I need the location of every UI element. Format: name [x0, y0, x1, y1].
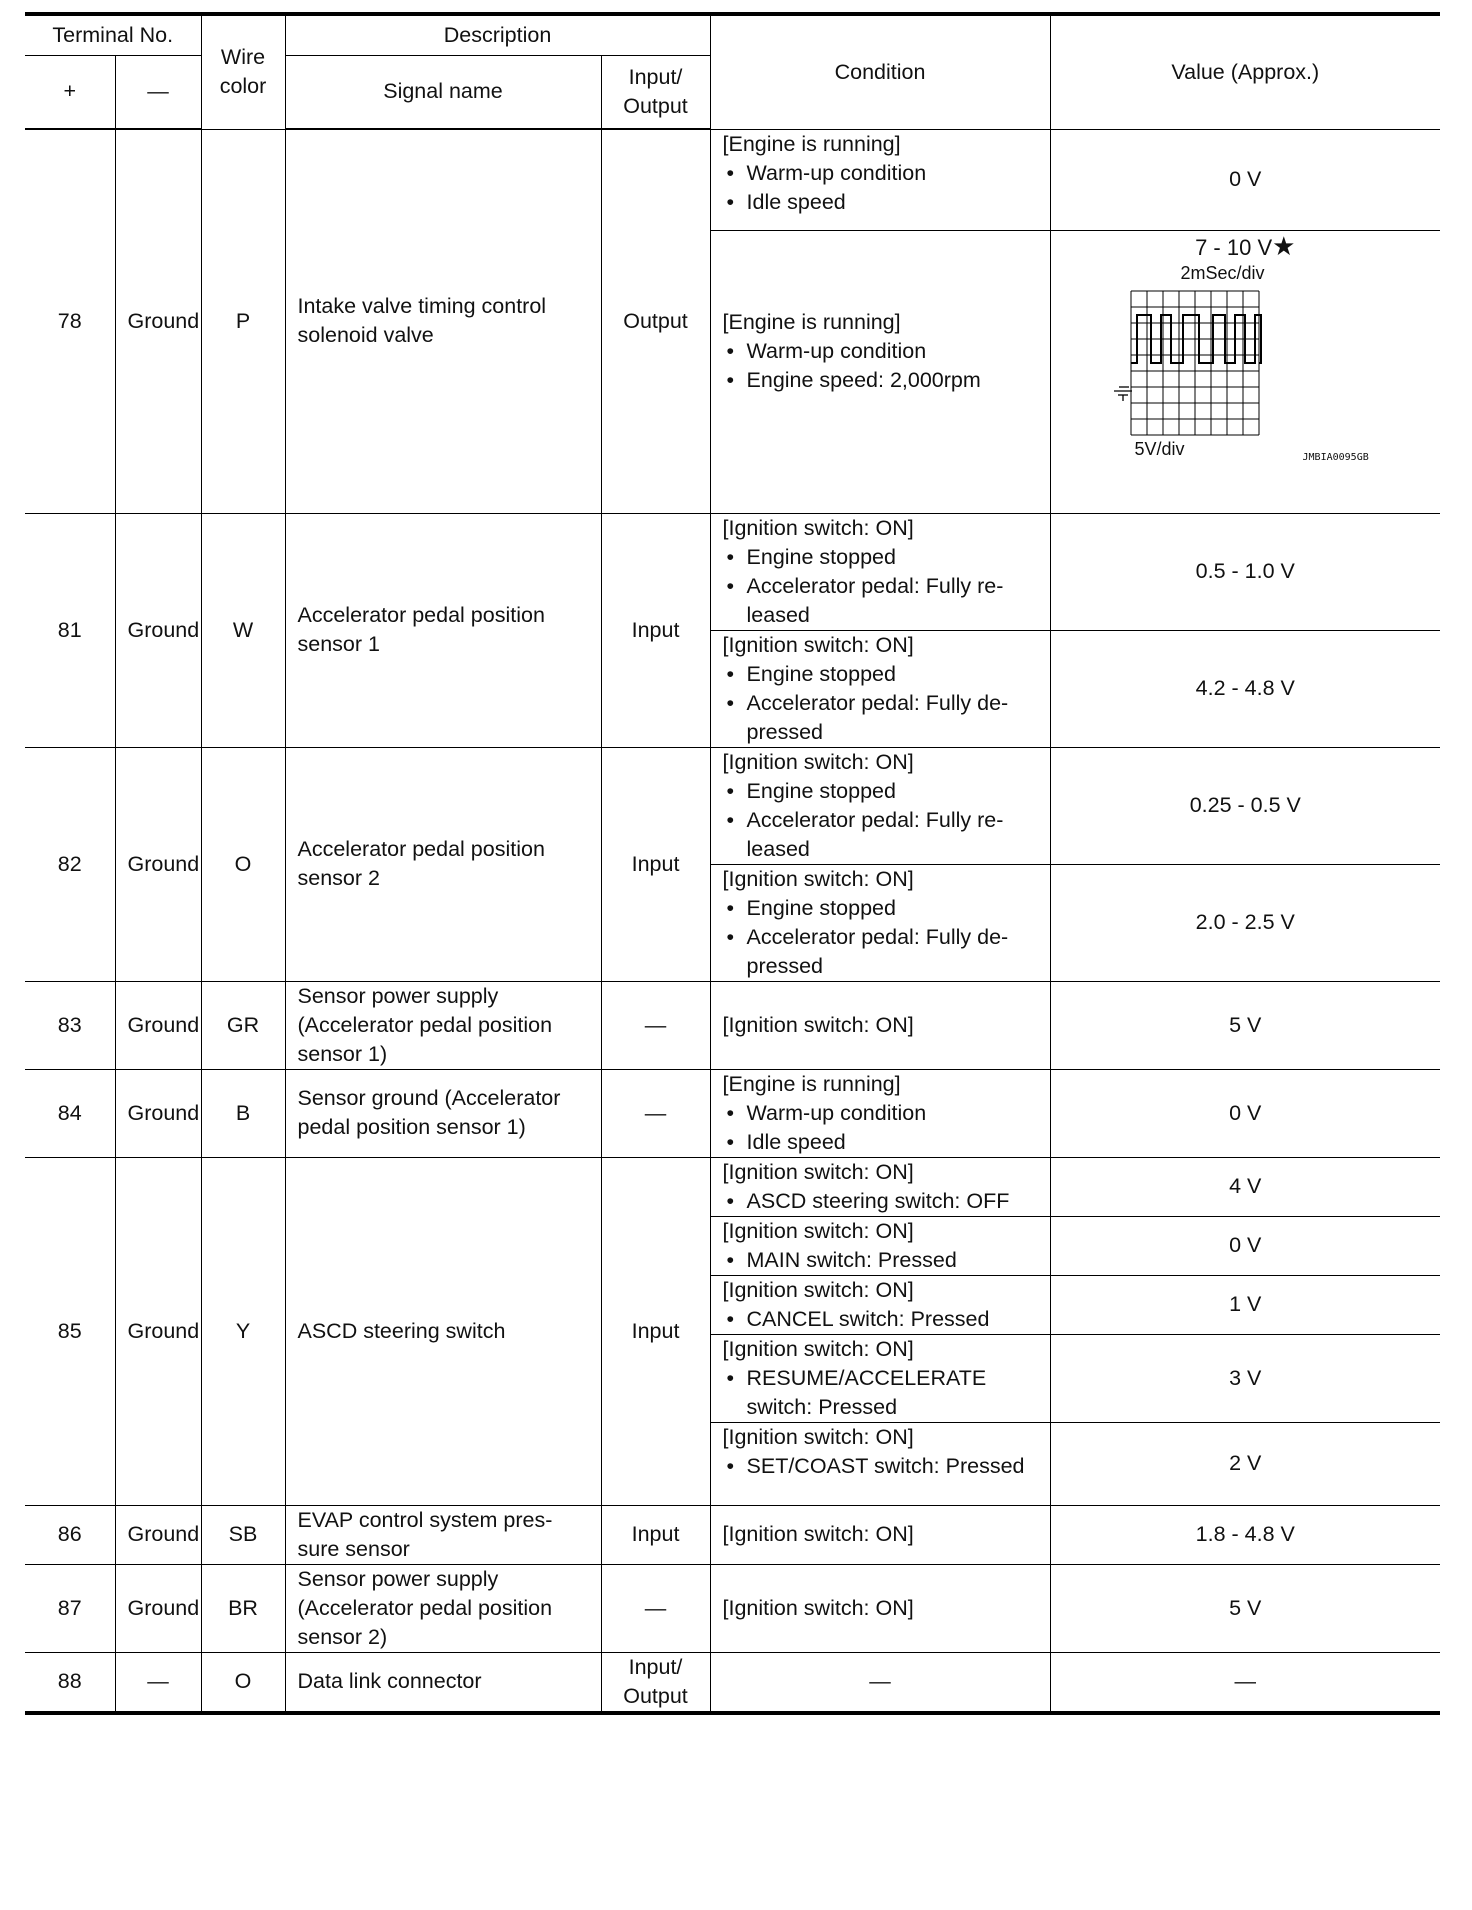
- condition: [Ignition switch: ON]: [710, 1505, 1050, 1564]
- terminal-plus: 78: [25, 129, 115, 513]
- input-output: Input: [601, 1157, 710, 1505]
- condition: [710, 1275, 1050, 1334]
- condition: [710, 513, 1050, 630]
- condition-head: [Ignition switch: ON]: [722, 515, 914, 540]
- condition-bullet: • Engine stopped: [723, 660, 1038, 689]
- condition-head: [Engine is running]: [722, 131, 901, 156]
- table-row: [25, 513, 1440, 630]
- condition-bullet: • MAIN switch: Pressed: [723, 1246, 1038, 1275]
- wire-color: SB: [201, 1505, 285, 1564]
- condition: [710, 864, 1050, 981]
- wire-color: GR: [201, 981, 285, 1069]
- condition: [710, 630, 1050, 747]
- time-div-label: 2mSec/div: [1180, 262, 1265, 283]
- header-wire-color: Wire color: [201, 14, 285, 129]
- waveform-graph: [1063, 263, 1441, 513]
- table-row: [25, 747, 1440, 864]
- condition: —: [710, 1652, 1050, 1713]
- header-terminal-no: Terminal No.: [25, 14, 201, 55]
- terminal-minus: Ground: [115, 129, 201, 513]
- wire-color: W: [201, 513, 285, 747]
- waveform-value: [1063, 231, 1429, 263]
- table-row: [25, 1505, 1440, 1564]
- value: 2 V: [1050, 1422, 1440, 1505]
- value: 0.25 - 0.5 V: [1050, 747, 1440, 864]
- signal-name: EVAP control system pres-sure sensor: [285, 1505, 601, 1564]
- signal-name: Data link connector: [285, 1652, 601, 1713]
- condition-bullet: • Accelerator pedal: Fully de-pressed: [723, 923, 1038, 981]
- table-row: [25, 1069, 1440, 1157]
- condition-bullet: • Warm-up condition: [723, 159, 1038, 188]
- condition-head: [Ignition switch: ON]: [722, 749, 914, 774]
- input-output: Input/ Output: [601, 1652, 710, 1713]
- condition-bullet: • Idle speed: [723, 188, 1038, 217]
- header-plus: +: [25, 55, 115, 129]
- condition-bullet: • Idle speed: [723, 1128, 1038, 1157]
- condition: [710, 1422, 1050, 1505]
- wire-color: BR: [201, 1564, 285, 1652]
- header-condition: Condition: [710, 14, 1050, 129]
- condition: [Ignition switch: ON]: [710, 981, 1050, 1069]
- condition-head: [Ignition switch: ON]: [722, 1159, 914, 1184]
- signal-name: Sensor ground (Accelerator pedal position sensor 1): [285, 1069, 601, 1157]
- condition-head: [Ignition switch: ON]: [722, 866, 914, 891]
- input-output: —: [601, 981, 710, 1069]
- condition-bullet: • Accelerator pedal: Fully re-leased: [723, 806, 1038, 864]
- value: 5 V: [1050, 1564, 1440, 1652]
- header-description: Description: [285, 14, 710, 55]
- table-row: [25, 1157, 1440, 1216]
- figure-code: JMBIA0095GB: [1302, 451, 1369, 463]
- wire-color: Y: [201, 1157, 285, 1505]
- signal-name: Intake valve timing control solenoid valve: [285, 129, 601, 513]
- oscilloscope-waveform: [1063, 263, 1429, 513]
- wire-color: O: [201, 1652, 285, 1713]
- condition-bullet: • SET/COAST switch: Pressed: [723, 1452, 1038, 1481]
- wire-color: B: [201, 1069, 285, 1157]
- terminal-minus: Ground: [115, 1069, 201, 1157]
- condition-head: [Ignition switch: ON]: [722, 1277, 914, 1302]
- value: 4.2 - 4.8 V: [1050, 630, 1440, 747]
- condition-bullet: • RESUME/ACCELERATE switch: Pressed: [723, 1364, 1038, 1422]
- input-output: Input: [601, 1505, 710, 1564]
- input-output: Input: [601, 747, 710, 981]
- table-row: [25, 981, 1440, 1069]
- header-signal-name: Signal name: [285, 55, 601, 129]
- condition-bullet: • Engine stopped: [723, 543, 1038, 572]
- condition: [710, 1157, 1050, 1216]
- value: 3 V: [1050, 1334, 1440, 1422]
- terminal-minus: Ground: [115, 747, 201, 981]
- condition: [710, 1069, 1050, 1157]
- input-output: —: [601, 1069, 710, 1157]
- condition-bullet: • Accelerator pedal: Fully de-pressed: [723, 689, 1038, 747]
- value: 0 V: [1050, 1069, 1440, 1157]
- condition: [Ignition switch: ON]: [710, 1564, 1050, 1652]
- value: 0 V: [1050, 1216, 1440, 1275]
- terminal-plus: 86: [25, 1505, 115, 1564]
- terminal-plus: 85: [25, 1157, 115, 1505]
- condition: [710, 747, 1050, 864]
- value: —: [1050, 1652, 1440, 1713]
- condition-head: [Ignition switch: ON]: [722, 632, 914, 657]
- condition-head: [Engine is running]: [722, 1071, 901, 1096]
- signal-name: Accelerator pedal position sensor 1: [285, 513, 601, 747]
- table-row: [25, 1564, 1440, 1652]
- condition-head: [Ignition switch: ON]: [722, 1218, 914, 1243]
- condition-bullet: • Engine stopped: [723, 894, 1038, 923]
- table-row: [25, 129, 1440, 230]
- value: 5 V: [1050, 981, 1440, 1069]
- terminal-plus: 82: [25, 747, 115, 981]
- condition-bullet: • Warm-up condition: [723, 1099, 1038, 1128]
- input-output: —: [601, 1564, 710, 1652]
- input-output: Output: [601, 129, 710, 513]
- table-row: [25, 1652, 1440, 1713]
- wire-color: P: [201, 129, 285, 513]
- terminal-plus: 88: [25, 1652, 115, 1713]
- signal-name: Accelerator pedal position sensor 2: [285, 747, 601, 981]
- header-minus: —: [115, 55, 201, 129]
- terminal-minus: Ground: [115, 1564, 201, 1652]
- condition-bullet: • Accelerator pedal: Fully re-leased: [723, 572, 1038, 630]
- value: 0 V: [1050, 129, 1440, 230]
- terminal-minus: Ground: [115, 513, 201, 747]
- terminal-minus: Ground: [115, 981, 201, 1069]
- ecm-terminal-table: [25, 12, 1440, 1715]
- header-input-output: Input/ Output: [601, 55, 710, 129]
- ground-symbol-icon: [1114, 387, 1132, 401]
- value: 4 V: [1050, 1157, 1440, 1216]
- ecm-terminal-table-page: [25, 12, 1440, 1715]
- condition: [710, 230, 1050, 513]
- condition: [710, 1216, 1050, 1275]
- condition-bullet: • Engine speed: 2,000rpm: [723, 366, 1038, 395]
- header-value: Value (Approx.): [1050, 14, 1440, 129]
- star-icon: ★: [1272, 230, 1296, 261]
- waveform-voltage: 7 - 10 V: [1195, 234, 1273, 260]
- condition-head: [Ignition switch: ON]: [722, 1336, 914, 1361]
- condition-bullet: • Warm-up condition: [723, 337, 1038, 366]
- value: 1 V: [1050, 1275, 1440, 1334]
- input-output: Input: [601, 513, 710, 747]
- value: 2.0 - 2.5 V: [1050, 864, 1440, 981]
- terminal-minus: Ground: [115, 1505, 201, 1564]
- volt-div-label: 5V/div: [1134, 438, 1185, 459]
- condition-bullet: • ASCD steering switch: OFF: [723, 1187, 1038, 1216]
- value-waveform-cell: [1050, 230, 1440, 513]
- condition-head: [Engine is running]: [722, 310, 901, 334]
- terminal-minus: Ground: [115, 1157, 201, 1505]
- terminal-plus: 83: [25, 981, 115, 1069]
- terminal-plus: 81: [25, 513, 115, 747]
- signal-name: ASCD steering switch: [285, 1157, 601, 1505]
- condition: [710, 129, 1050, 230]
- terminal-plus: 87: [25, 1564, 115, 1652]
- value: 1.8 - 4.8 V: [1050, 1505, 1440, 1564]
- wire-color: O: [201, 747, 285, 981]
- signal-name: Sensor power supply (Accelerator pedal position sensor 1): [285, 981, 601, 1069]
- condition-bullet: • Engine stopped: [723, 777, 1038, 806]
- value: 0.5 - 1.0 V: [1050, 513, 1440, 630]
- condition-bullet: • CANCEL switch: Pressed: [723, 1305, 1038, 1334]
- terminal-plus: 84: [25, 1069, 115, 1157]
- condition: [710, 1334, 1050, 1422]
- terminal-minus: —: [115, 1652, 201, 1713]
- condition-head: [Ignition switch: ON]: [722, 1424, 914, 1449]
- signal-name: Sensor power supply (Accelerator pedal position sensor 2): [285, 1564, 601, 1652]
